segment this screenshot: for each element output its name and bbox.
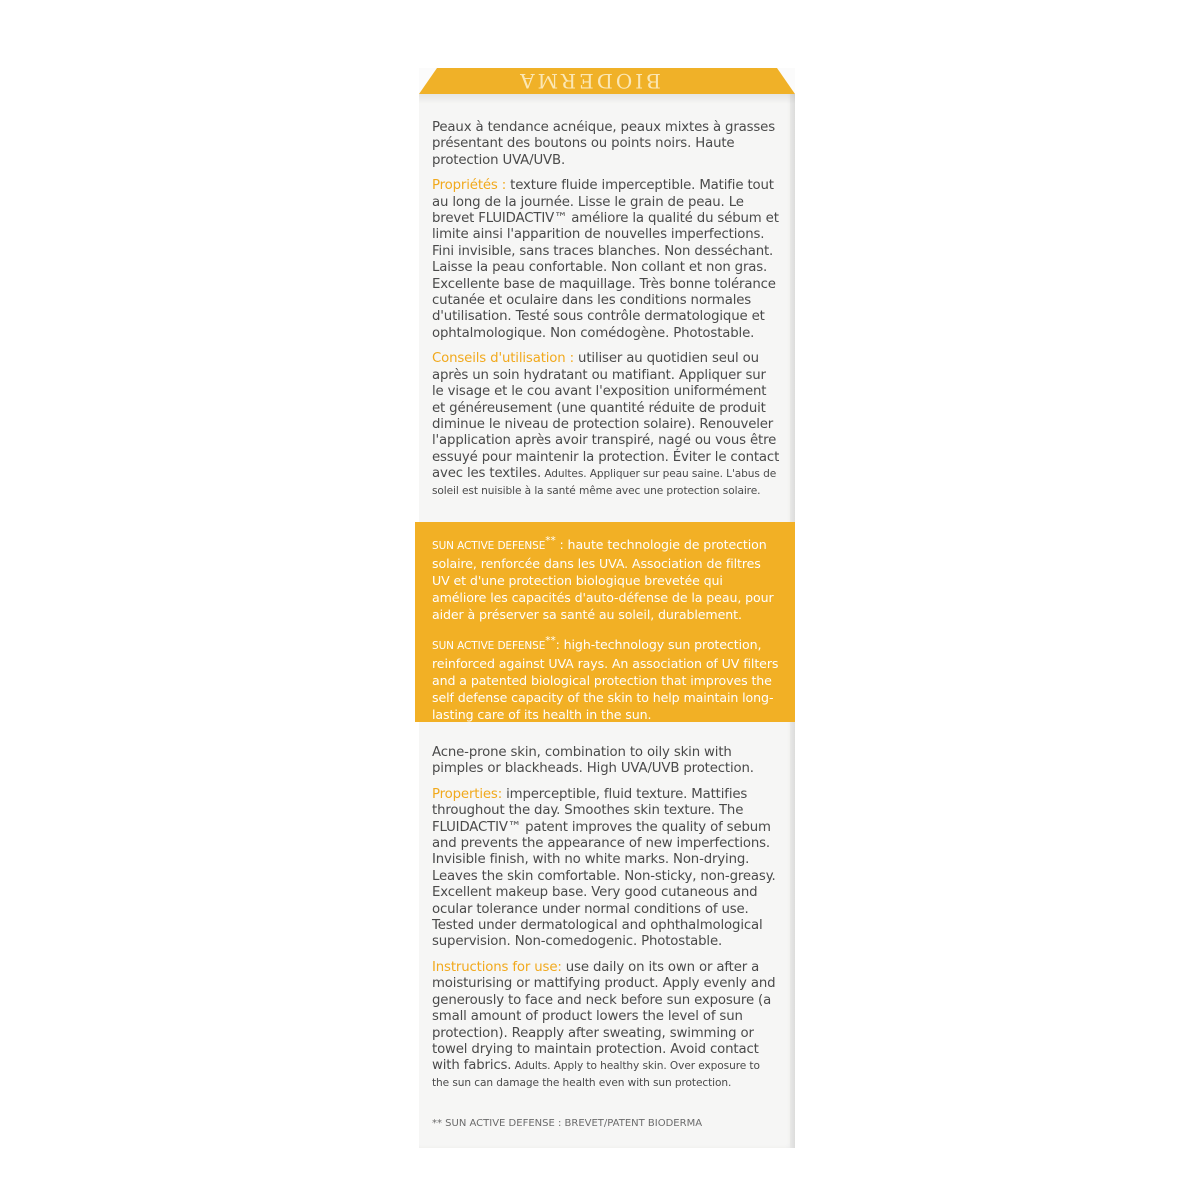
flap-notch-left [419,68,437,94]
english-usage-text: use daily on its own or after a moisturising or mattifying product. Apply evenly and generously to face and neck before sun exposure (a small amount of product lowers the level of sun protection). Reapply after sweating, swimming or towel drying to maintain protection. Avoid contact with fabrics. [432,959,776,1074]
french-properties-text: texture fluide imperceptible. Matifie tout au long de la journée. Lisse le grain de peau. Le brevet FLUIDACTIV™ améliore la qualité du sébum et limite ainsi l'apparition de nouvelles imperfections. Fini invisible, sans traces blanches. Non desséchant. Laisse la peau confortable. Non collant et non gras. Excellente base de maquillage. Très bonne tolérance cutanée et oculaire dans les conditions normales d'utilisation. Testé sous contrôle dermatologique et ophtalmologique. Non comédogène. Photostable. [432,178,779,341]
english-properties [432,787,780,951]
band-french-mark: ** [545,535,556,547]
band-english-mark: ** [545,635,556,648]
french-section [432,120,780,508]
english-usage-small: Adults. Apply to healthy skin. Over exposure to the sun can damage the health even with sun protection. [432,1060,760,1089]
band-english [432,633,780,723]
band-french-text: : haute technologie de protection solaire, renforcée dans les UVA. Association de filtres UV et d'une protection biologique brevetée qui améliore les capacités d'auto-défense de la peau, pour aider à préserver sa santé au soleil, durablement. [432,537,774,623]
english-intro: Acne-prone skin, combination to oily skin with pimples or blackheads. High UVA/UVB protection. [432,745,754,777]
french-properties-label: Propriétés : [432,178,507,194]
band-french-label: SUN ACTIVE DEFENSE [432,540,546,553]
english-properties-label: Properties: [432,786,503,802]
band-english-label: SUN ACTIVE DEFENSE [432,640,546,653]
french-usage-label: Conseils d'utilisation : [432,351,574,367]
french-usage-small: Adultes. Appliquer sur peau saine. L'abus de soleil est nuisible à la santé même avec une protection solaire. [432,468,777,497]
french-usage [432,351,780,499]
french-properties [432,178,780,342]
band-english-text: : high-technology sun protection, reinforced against UVA rays. An association of UV filters and a patented biological protection that improves the self defense capacity of the skin to help maintain long-lasting care of its health in the sun. [432,637,779,723]
band-french [432,533,780,623]
flap-shadow [419,94,795,104]
sun-active-defense-text [432,533,780,733]
top-flap [419,68,795,94]
french-usage-text: utiliser au quotidien seul ou après un soin hydratant ou matifiant. Appliquer sur le visage et le cou avant l'exposition uniformément et généreusement (une quantité réduite de produit diminue le niveau de protection solaire). Renouveler l'application après avoir transpiré, nagé ou vous être essuyé pour maintenir la protection. Éviter le contact avec les textiles. [432,351,780,482]
flap-notch-right [777,68,795,94]
english-usage-label: Instructions for use: [432,959,562,975]
english-usage [432,960,780,1091]
french-intro: Peaux à tendance acnéique, peaux mixtes à grasses présentant des boutons ou points noirs. Haute protection UVA/UVB. [432,120,775,168]
patent-footnote: ** SUN ACTIVE DEFENSE : BREVET/PATENT BIODERMA [432,1118,703,1129]
english-section [432,745,780,1100]
english-properties-text: imperceptible, fluid texture. Mattifies throughout the day. Smoothes skin texture. The FLUIDACTIV™ patent improves the quality of sebum and prevents the appearance of new imperfections. Invisible finish, with no white marks. Non-drying. Leaves the skin comfortable. Non-sticky, non-greasy. Excellent makeup base. Very good cutaneous and ocular tolerance under normal conditions of use. Tested under dermatological and ophthalmological supervision. Non-comedogenic. Photostable. [432,786,776,950]
flap-brand-logo: BIODERMA [517,69,661,93]
